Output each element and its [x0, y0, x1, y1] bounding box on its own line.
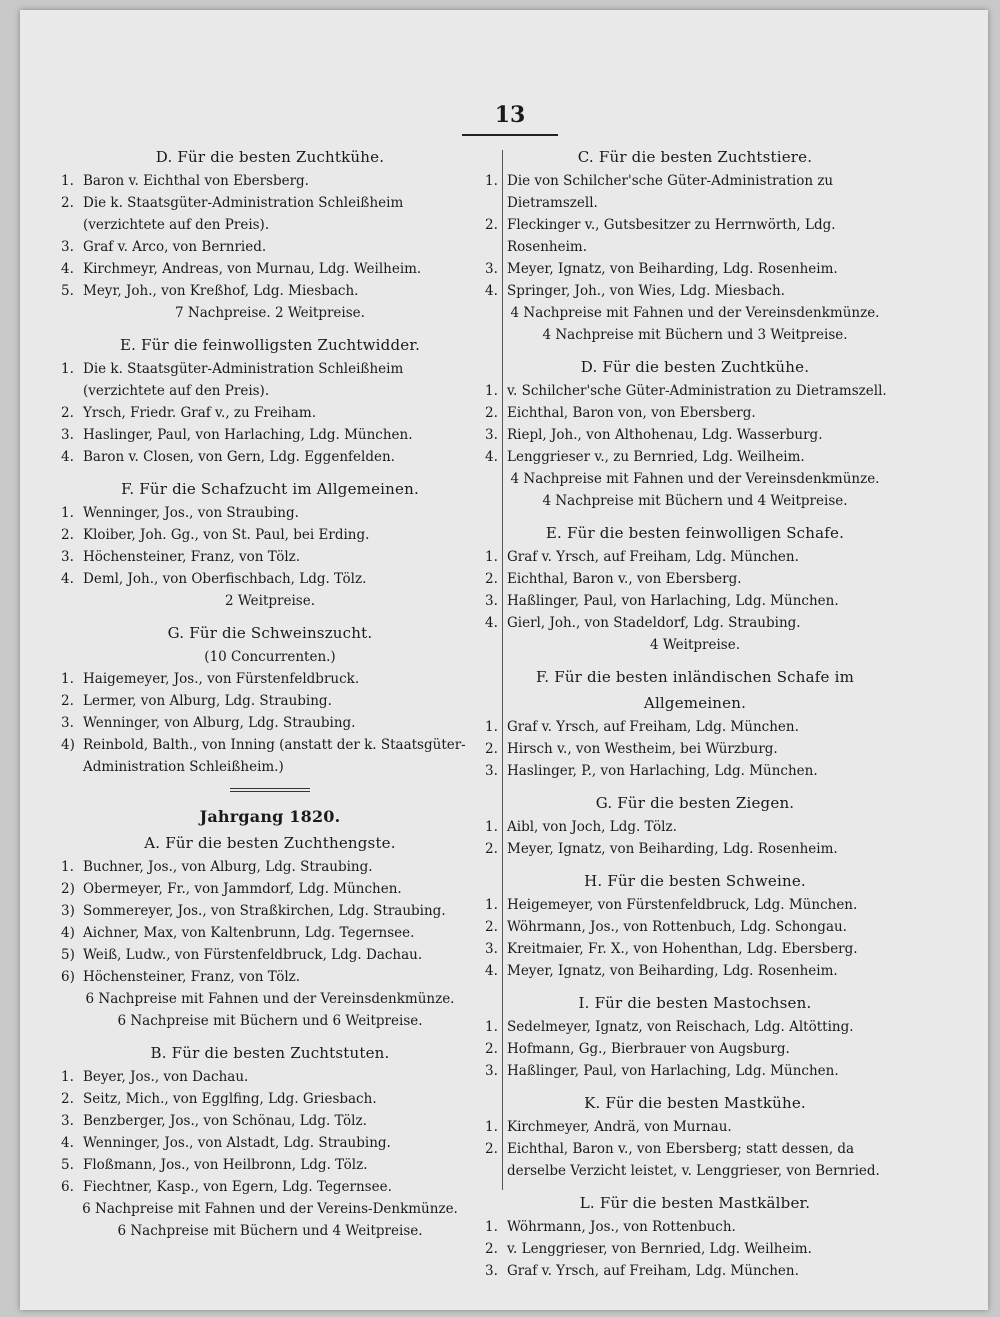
entry-number: 2.	[61, 1091, 74, 1107]
entry-text: Fiechtner, Kasp., von Egern, Ldg. Tegernsee.	[83, 1179, 392, 1195]
entry-item	[61, 502, 479, 524]
entry-item	[61, 236, 479, 258]
entry-item	[61, 1066, 479, 1088]
section	[485, 1090, 905, 1182]
entry-text: Graf v. Yrsch, auf Freiham, Ldg. München.	[507, 1263, 799, 1279]
entry-text: Graf v. Yrsch, auf Freiham, Ldg. München.	[507, 719, 799, 735]
section	[61, 476, 479, 612]
entry-item	[485, 1038, 905, 1060]
entry-text: Seitz, Mich., von Egglfing, Ldg. Griesbach.	[83, 1091, 377, 1107]
section	[485, 868, 905, 982]
section	[485, 354, 905, 512]
entry-text: Graf v. Arco, von Bernried.	[83, 239, 267, 255]
entry-text: Sedelmeyer, Ignatz, von Reischach, Ldg. Altötting.	[507, 1019, 854, 1035]
year-heading: Jahrgang 1820.	[199, 807, 341, 826]
entry-item	[485, 1116, 905, 1138]
entry-item	[61, 922, 479, 944]
section-heading: G. Für die Schweinszucht.	[167, 624, 373, 642]
section	[61, 620, 479, 778]
section-subheading: (10 Concurrenten.)	[204, 649, 336, 665]
entry-number: 1.	[61, 1069, 74, 1085]
entry-item	[61, 1088, 479, 1110]
section	[485, 520, 905, 656]
entry-number: 1.	[485, 719, 498, 735]
entry-text: Wenninger, Jos., von Alstadt, Ldg. Straubing.	[83, 1135, 391, 1151]
entry-text: Wenninger, Jos., von Straubing.	[83, 505, 299, 521]
entry-number: 4.	[485, 615, 498, 631]
section-heading: I. Für die besten Mastochsen.	[578, 994, 812, 1012]
page-number-rule	[462, 134, 558, 136]
entry-item	[61, 712, 479, 734]
right-sections-1820	[485, 144, 905, 1282]
entry-text: Haigemeyer, Jos., von Fürstenfeldbruck.	[83, 671, 360, 687]
entry-number: 1.	[61, 505, 74, 521]
left-sections-1819	[61, 144, 479, 778]
entry-text: Lenggrieser v., zu Bernried, Ldg. Weilheim.	[507, 449, 805, 465]
entry-number: 1.	[485, 549, 498, 565]
entry-number: 2.	[485, 571, 498, 587]
entry-number: 4.	[485, 963, 498, 979]
entry-text: v. Schilcher'sche Güter-Administration zu Dietramszell.	[507, 383, 887, 399]
prize-note: 4 Weitpreise.	[650, 637, 740, 653]
entry-text: Haslinger, Paul, von Harlaching, Ldg. München.	[83, 427, 413, 443]
entry-item	[485, 612, 905, 634]
entry-item	[61, 280, 479, 302]
entry-number: 5.	[61, 1157, 74, 1173]
entry-item	[61, 258, 479, 280]
entry-item	[61, 690, 479, 712]
section-heading: H. Für die besten Schweine.	[584, 872, 806, 890]
section	[485, 790, 905, 860]
entry-item	[61, 1132, 479, 1154]
entry-number: 2.	[485, 841, 498, 857]
entry-number: 4.	[61, 571, 74, 587]
entry-item	[485, 1060, 905, 1082]
entry-number: 3.	[485, 1263, 498, 1279]
entry-item	[485, 424, 905, 446]
section-heading: K. Für die besten Mastkühe.	[584, 1094, 806, 1112]
entry-item	[485, 1138, 905, 1182]
entry-number: 1.	[61, 859, 74, 875]
entry-text: v. Lenggrieser, von Bernried, Ldg. Weilheim.	[507, 1241, 812, 1257]
entry-number: 3)	[61, 903, 75, 919]
section	[61, 332, 479, 468]
entry-item	[61, 944, 479, 966]
entry-text: Eichthal, Baron von, von Ebersberg.	[507, 405, 756, 421]
entry-number: 4.	[485, 283, 498, 299]
entry-item	[61, 402, 479, 424]
entry-text: Lermer, von Alburg, Ldg. Straubing.	[83, 693, 332, 709]
entry-item	[485, 816, 905, 838]
entry-number: 2.	[485, 919, 498, 935]
entry-text: Wöhrmann, Jos., von Rottenbuch, Ldg. Schongau.	[507, 919, 847, 935]
entry-text: Baron v. Closen, von Gern, Ldg. Eggenfelden.	[83, 449, 395, 465]
section-heading: D. Für die besten Zuchtkühe.	[580, 358, 810, 376]
entry-text: Baron v. Eichthal von Ebersberg.	[83, 173, 309, 189]
entry-number: 1.	[485, 1219, 498, 1235]
entry-text: Springer, Joh., von Wies, Ldg. Miesbach.	[507, 283, 785, 299]
entry-item	[485, 258, 905, 280]
entry-number: 4.	[61, 449, 74, 465]
entry-text: Die von Schilcher'sche Güter-Administration zu Dietramszell.	[507, 173, 834, 211]
entry-item	[61, 1176, 479, 1198]
entry-item	[61, 424, 479, 446]
entry-text: Buchner, Jos., von Alburg, Ldg. Straubing.	[83, 859, 373, 875]
prize-note: 6 Nachpreise mit Büchern und 6 Weitpreise.	[117, 1013, 423, 1029]
entry-number: 1.	[485, 1119, 498, 1135]
entry-number: 1.	[485, 897, 498, 913]
entry-number: 3.	[485, 427, 498, 443]
entry-text: Haßlinger, Paul, von Harlaching, Ldg. München.	[507, 1063, 839, 1079]
entry-text: Die k. Staatsgüter-Administration Schleißheim (verzichtete auf den Preis).	[83, 361, 404, 399]
entry-text: Wenninger, von Alburg, Ldg. Straubing.	[83, 715, 356, 731]
entry-number: 3.	[61, 239, 74, 255]
entry-item	[485, 446, 905, 468]
entry-number: 4.	[61, 261, 74, 277]
entry-text: Meyr, Joh., von Kreßhof, Ldg. Miesbach.	[83, 283, 359, 299]
entry-number: 3.	[485, 593, 498, 609]
entry-text: Aibl, von Joch, Ldg. Tölz.	[507, 819, 677, 835]
entry-number: 2.	[61, 693, 74, 709]
entry-number: 2.	[485, 1241, 498, 1257]
entry-number: 5.	[61, 283, 74, 299]
prize-note: 4 Nachpreise mit Büchern und 4 Weitpreise.	[542, 493, 848, 509]
entry-number: 2.	[485, 217, 498, 233]
section-heading: E. Für die besten feinwolligen Schafe.	[545, 524, 845, 542]
entry-number: 2.	[485, 1041, 498, 1057]
entry-number: 3.	[61, 427, 74, 443]
entry-number: 2.	[61, 195, 74, 211]
prize-note: 6 Nachpreise mit Büchern und 4 Weitpreise.	[117, 1223, 423, 1239]
entry-number: 2.	[61, 405, 74, 421]
section	[61, 1040, 479, 1242]
entry-item	[485, 568, 905, 590]
entry-text: Weiß, Ludw., von Fürstenfeldbruck, Ldg. Dachau.	[83, 947, 423, 963]
entry-number: 1.	[61, 173, 74, 189]
entry-item	[61, 734, 479, 778]
entry-item	[485, 280, 905, 302]
entry-item	[485, 894, 905, 916]
section-heading: G. Für die besten Ziegen.	[595, 794, 795, 812]
prize-note: 6 Nachpreise mit Fahnen und der Vereins-Denkmünze.	[82, 1201, 458, 1217]
section-heading: F. Für die besten inländischen Schafe im Allgemeinen.	[536, 668, 854, 712]
entry-text: Kloiber, Joh. Gg., von St. Paul, bei Erding.	[83, 527, 370, 543]
entry-number: 3.	[485, 941, 498, 957]
entry-text: Meyer, Ignatz, von Beiharding, Ldg. Rosenheim.	[507, 963, 838, 979]
entry-item	[61, 856, 479, 878]
entry-item	[61, 446, 479, 468]
entry-item	[485, 838, 905, 860]
entry-item	[61, 900, 479, 922]
entry-text: Höchensteiner, Franz, von Tölz.	[83, 969, 301, 985]
entry-text: Kreitmaier, Fr. X., von Hohenthan, Ldg. Ebersberg.	[507, 941, 858, 957]
entry-item	[485, 760, 905, 782]
entry-item	[61, 170, 479, 192]
entry-text: Meyer, Ignatz, von Beiharding, Ldg. Rosenheim.	[507, 261, 838, 277]
entry-text: Haßlinger, Paul, von Harlaching, Ldg. München.	[507, 593, 839, 609]
left-sections-1820	[61, 830, 479, 1242]
entry-number: 2.	[485, 1141, 498, 1157]
right-column	[485, 144, 905, 1290]
entry-text: Hofmann, Gg., Bierbrauer von Augsburg.	[507, 1041, 790, 1057]
entry-item	[485, 938, 905, 960]
entry-number: 3.	[485, 261, 498, 277]
entry-number: 6)	[61, 969, 75, 985]
entry-text: Kirchmeyer, Andrä, von Murnau.	[507, 1119, 732, 1135]
section-heading: B. Für die besten Zuchtstuten.	[150, 1044, 390, 1062]
entry-item	[485, 214, 905, 258]
entry-number: 2.	[485, 741, 498, 757]
entry-item	[485, 1216, 905, 1238]
entry-text: Floßmann, Jos., von Heilbronn, Ldg. Tölz.	[83, 1157, 368, 1173]
section	[485, 664, 905, 782]
entry-text: Wöhrmann, Jos., von Rottenbuch.	[507, 1219, 736, 1235]
section-heading: A. Für die besten Zuchthengste.	[144, 834, 396, 852]
entry-text: Benzberger, Jos., von Schönau, Ldg. Tölz.	[83, 1113, 367, 1129]
entry-number: 3.	[61, 715, 74, 731]
entry-number: 3.	[61, 1113, 74, 1129]
entry-item	[485, 716, 905, 738]
entry-text: Haslinger, P., von Harlaching, Ldg. München.	[507, 763, 818, 779]
entry-number: 5)	[61, 947, 75, 963]
entry-item	[485, 738, 905, 760]
entry-text: Riepl, Joh., von Althohenau, Ldg. Wasserburg.	[507, 427, 823, 443]
entry-item	[485, 402, 905, 424]
entry-item	[61, 966, 479, 988]
entry-text: Meyer, Ignatz, von Beiharding, Ldg. Rosenheim.	[507, 841, 838, 857]
entry-text: Die k. Staatsgüter-Administration Schleißheim (verzichtete auf den Preis).	[83, 195, 404, 233]
entry-item	[61, 358, 479, 402]
entry-text: Fleckinger v., Gutsbesitzer zu Herrnwörth, Ldg. Rosenheim.	[507, 217, 836, 255]
entry-item	[485, 1238, 905, 1260]
section	[485, 144, 905, 346]
entry-number: 1.	[61, 361, 74, 377]
section	[61, 830, 479, 1032]
entry-number: 3.	[485, 1063, 498, 1079]
entry-number: 4.	[61, 1135, 74, 1151]
entry-number: 2.	[485, 405, 498, 421]
entry-text: Reinbold, Balth., von Inning (anstatt der k. Staatsgüter-Administration Schleißheim.)	[83, 737, 466, 775]
entry-number: 3.	[485, 763, 498, 779]
entry-number: 6.	[61, 1179, 74, 1195]
section-heading: E. Für die feinwolligsten Zuchtwidder.	[119, 336, 421, 354]
prize-note: 2 Weitpreise.	[225, 593, 315, 609]
entry-item	[61, 524, 479, 546]
section-heading: F. Für die Schafzucht im Allgemeinen.	[121, 480, 419, 498]
entry-text: Eichthal, Baron v., von Ebersberg; statt dessen, da derselbe Verzicht leistet, v. Lenggrieser, von Bernried.	[507, 1141, 880, 1179]
entry-number: 3.	[61, 549, 74, 565]
entry-text: Gierl, Joh., von Stadeldorf, Ldg. Straubing.	[507, 615, 801, 631]
entry-item	[61, 568, 479, 590]
entry-text: Höchensteiner, Franz, von Tölz.	[83, 549, 301, 565]
entry-text: Deml, Joh., von Oberfischbach, Ldg. Tölz.	[83, 571, 367, 587]
entry-item	[61, 192, 479, 236]
entry-text: Heigemeyer, von Fürstenfeldbruck, Ldg. München.	[507, 897, 858, 913]
entry-number: 2)	[61, 881, 75, 897]
entry-text: Aichner, Max, von Kaltenbrunn, Ldg. Tegernsee.	[83, 925, 415, 941]
entry-item	[61, 878, 479, 900]
page-number: 13	[494, 102, 526, 128]
entry-number: 1.	[61, 671, 74, 687]
section-heading: D. Für die besten Zuchtkühe.	[155, 148, 385, 166]
entry-number: 4)	[61, 737, 75, 753]
year-separator-rule	[230, 788, 310, 792]
entry-number: 1.	[485, 383, 498, 399]
section	[485, 990, 905, 1082]
entry-number: 2.	[61, 527, 74, 543]
entry-item	[485, 590, 905, 612]
entry-item	[485, 1260, 905, 1282]
entry-item	[485, 170, 905, 214]
section-heading: L. Für die besten Mastkälber.	[579, 1194, 811, 1212]
entry-text: Yrsch, Friedr. Graf v., zu Freiham.	[83, 405, 316, 421]
entry-item	[61, 546, 479, 568]
entry-number: 1.	[485, 1019, 498, 1035]
entry-item	[61, 1154, 479, 1176]
prize-note: 4 Nachpreise mit Fahnen und der Vereinsdenkmünze.	[510, 471, 880, 487]
entry-item	[485, 916, 905, 938]
left-column	[61, 144, 479, 1250]
prize-note: 4 Nachpreise mit Büchern und 3 Weitpreise.	[542, 327, 848, 343]
entry-text: Kirchmeyr, Andreas, von Murnau, Ldg. Weilheim.	[83, 261, 422, 277]
entry-number: 4)	[61, 925, 75, 941]
entry-number: 1.	[485, 173, 498, 189]
entry-item	[61, 668, 479, 690]
entry-text: Graf v. Yrsch, auf Freiham, Ldg. München.	[507, 549, 799, 565]
entry-text: Hirsch v., von Westheim, bei Würzburg.	[507, 741, 778, 757]
entry-text: Obermeyer, Fr., von Jammdorf, Ldg. München.	[83, 881, 402, 897]
prize-note: 6 Nachpreise mit Fahnen und der Vereinsdenkmünze.	[85, 991, 455, 1007]
section	[61, 144, 479, 324]
entry-item	[485, 546, 905, 568]
entry-item	[485, 960, 905, 982]
section	[485, 1190, 905, 1282]
entry-item	[61, 1110, 479, 1132]
entry-item	[485, 380, 905, 402]
entry-text: Eichthal, Baron v., von Ebersberg.	[507, 571, 742, 587]
prize-note: 7 Nachpreise. 2 Weitpreise.	[175, 305, 365, 321]
entry-text: Beyer, Jos., von Dachau.	[83, 1069, 249, 1085]
entry-number: 4.	[485, 449, 498, 465]
entry-item	[485, 1016, 905, 1038]
entry-number: 1.	[485, 819, 498, 835]
entry-text: Sommereyer, Jos., von Straßkirchen, Ldg. Straubing.	[83, 903, 446, 919]
prize-note: 4 Nachpreise mit Fahnen und der Vereinsdenkmünze.	[510, 305, 880, 321]
section-heading: C. Für die besten Zuchtstiere.	[577, 148, 813, 166]
